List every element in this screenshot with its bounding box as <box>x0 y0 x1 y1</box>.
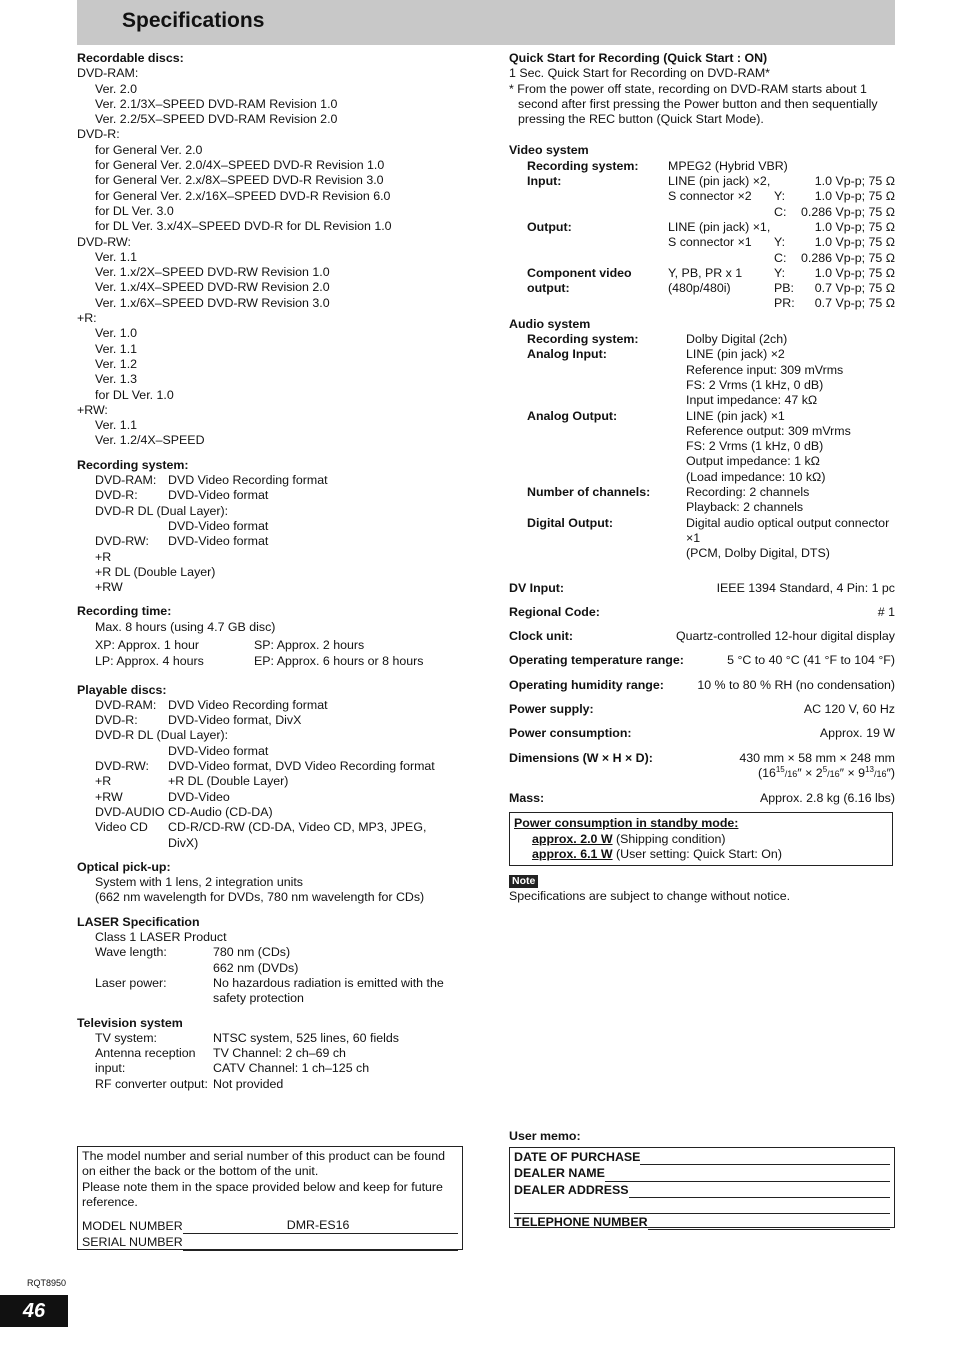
audio-row <box>527 393 895 408</box>
model-number-label: MODEL NUMBER <box>82 1219 183 1234</box>
laser-row <box>95 945 477 960</box>
memo-date-label: DATE OF PURCHASE <box>514 1150 641 1164</box>
spec-row <box>509 702 895 717</box>
recording-system-heading: Recording system: <box>77 457 189 472</box>
video-key: Input: <box>527 174 562 189</box>
disc-version: for DL Ver. 3.x/4X–SPEED DVD-R for DL Revision 1.0 <box>95 219 392 234</box>
spec-value: 10 % to 80 % RH (no condensation) <box>697 677 895 692</box>
recording-system-value: DVD-Video format <box>168 518 269 533</box>
playable-value: DVD-Video format, DVD Video Recording format <box>168 759 435 774</box>
playable-value: DVD-Video <box>168 789 230 804</box>
playable-value: DivX) <box>168 835 199 850</box>
mass-value: Approx. 2.8 kg (6.16 lbs) <box>760 791 895 806</box>
playable-value: DVD-Video format <box>168 743 269 758</box>
disc-version: for DL Ver. 3.0 <box>95 203 174 218</box>
audio-key: Recording system: <box>527 332 639 347</box>
playable-value: CD-Audio (CD-DA) <box>168 804 273 819</box>
audio-key <box>527 378 686 393</box>
laser-key: Wave length: <box>95 945 167 960</box>
audio-value: Reference input: 309 mVrms <box>686 362 844 377</box>
mode-lp: LP: Approx. 4 hours <box>95 654 204 669</box>
video-key <box>527 251 668 266</box>
spec-row <box>509 605 895 620</box>
spec-row <box>509 726 895 741</box>
recording-time-heading: Recording time: <box>77 604 172 619</box>
playable-row <box>95 774 477 789</box>
memo-telephone-label: TELEPHONE NUMBER <box>514 1214 648 1229</box>
video-level: 1.0 Vp-p; 75 Ω <box>814 219 895 234</box>
audio-value: Input impedance: 47 kΩ <box>686 393 818 408</box>
quick-start-note-2: second after first pressing the Power button and then sequentially <box>518 96 878 111</box>
model-serial-box <box>77 1146 463 1250</box>
recording-system-key: +R <box>95 549 112 564</box>
mode-xp: XP: Approx. 1 hour <box>95 637 200 652</box>
disc-version: for General Ver. 2.x/16X–SPEED DVD-R Revision 6.0 <box>95 188 391 203</box>
quick-start-note-1: * From the power off state, recording on DVD-RAM starts about 1 <box>509 81 867 96</box>
dimensions-value <box>739 751 895 783</box>
quick-start-heading: Quick Start for Recording (Quick Start : ON) <box>509 51 768 65</box>
laser-value: safety protection <box>213 991 304 1006</box>
video-level: 1.0 Vp-p; 75 Ω <box>814 174 895 189</box>
tv-row <box>95 1031 477 1046</box>
tv-list <box>77 1031 477 1092</box>
recording-system-key: DVD-RAM: <box>95 473 157 488</box>
audio-value: Digital audio optical output connector <box>686 515 890 530</box>
audio-key <box>527 393 686 408</box>
mass-row <box>509 791 895 806</box>
recordable-discs-heading: Recordable discs: <box>77 51 184 65</box>
laser-value: No hazardous radiation is emitted with the <box>213 975 444 990</box>
standby-heading: Power consumption in standby mode: <box>514 816 739 831</box>
video-key <box>527 235 668 250</box>
audio-row <box>527 347 895 362</box>
video-connector <box>668 251 774 266</box>
video-level: 0.286 Vp-p; 75 Ω <box>801 250 895 265</box>
serial-number-label: SERIAL NUMBER <box>82 1235 183 1250</box>
recording-system-key: +R DL (Double Layer) <box>95 564 216 579</box>
disc-version: Ver. 1.2 <box>95 356 138 371</box>
disc-version: Ver. 1.0 <box>95 326 138 341</box>
disc-type: +R: <box>77 311 97 326</box>
memo-dealer-address-field[interactable] <box>514 1183 890 1198</box>
spec-label: Operating temperature range: <box>509 653 684 668</box>
playable-discs-heading: Playable discs: <box>77 682 167 697</box>
tv-row <box>95 1061 477 1076</box>
playable-row <box>95 790 477 805</box>
tv-row <box>95 1077 477 1092</box>
audio-key: Number of channels: <box>527 485 651 500</box>
video-key: Output: <box>527 219 572 234</box>
audio-value: FS: 2 Vrms (1 kHz, 0 dB) <box>686 439 824 454</box>
user-memo-title: User memo: <box>509 1129 581 1143</box>
recording-time-max: Max. 8 hours (using 4.7 GB disc) <box>95 619 276 634</box>
optical-line-1: System with 1 lens, 2 integration units <box>95 875 303 890</box>
disc-version: Ver. 1.3 <box>95 372 138 387</box>
video-row <box>527 159 895 174</box>
video-signal: PB: <box>774 281 794 296</box>
disc-version: for General Ver. 2.x/8X–SPEED DVD-R Revision 3.0 <box>95 173 384 188</box>
playable-value: CD-R/CD-RW (CD-DA, Video CD, MP3, JPEG, <box>168 820 427 835</box>
playable-row <box>95 698 477 713</box>
spec-label: Operating humidity range: <box>509 677 664 692</box>
tv-value: NTSC system, 525 lines, 60 fields <box>213 1030 399 1045</box>
audio-key: Analog Input: <box>527 347 607 362</box>
playable-key: DVD-R DL (Dual Layer): <box>95 728 229 743</box>
recording-system-value: DVD-Video format <box>168 534 269 549</box>
video-connector: MPEG2 (Hybrid VBR) <box>668 158 788 173</box>
audio-value: FS: 2 Vrms (1 kHz, 0 dB) <box>686 377 824 392</box>
audio-row <box>527 454 895 469</box>
spec-value: # 1 <box>877 604 895 619</box>
model-number-field[interactable] <box>82 1219 458 1234</box>
disc-type: DVD-R: <box>77 127 120 142</box>
tv-key: RF converter output: <box>95 1076 208 1091</box>
audio-key <box>527 470 686 485</box>
audio-row <box>527 546 895 561</box>
video-connector: S connector ×1 <box>668 235 752 250</box>
disc-version: for General Ver. 2.0/4X–SPEED DVD-R Revision 1.0 <box>95 158 385 173</box>
spec-value: Approx. 19 W <box>819 726 895 741</box>
video-connector: LINE (pin jack) ×2, <box>668 174 771 189</box>
disc-version: Ver. 2.0 <box>95 81 138 96</box>
audio-key <box>527 531 686 546</box>
video-row <box>527 220 895 235</box>
quick-start-line: 1 Sec. Quick Start for Recording on DVD-RAM* <box>509 66 770 81</box>
audio-value: (PCM, Dolby Digital, DTS) <box>686 546 830 561</box>
memo-address-line-2[interactable] <box>514 1199 890 1214</box>
laser-key <box>95 991 213 1006</box>
video-row <box>527 205 895 220</box>
laser-row <box>95 976 477 991</box>
disc-version: Ver. 2.2/5X–SPEED DVD-RAM Revision 2.0 <box>95 112 338 127</box>
recording-system-row <box>95 534 477 549</box>
tv-key: Antenna reception <box>95 1046 196 1061</box>
dimensions-label: Dimensions (W × H × D): <box>509 750 653 765</box>
disc-type: +RW: <box>77 402 108 417</box>
laser-value: 662 nm (DVDs) <box>213 960 299 975</box>
video-signal <box>774 174 798 189</box>
video-level: 1.0 Vp-p; 75 Ω <box>814 265 895 280</box>
spec-label: Power consumption: <box>509 726 632 741</box>
video-level: 0.7 Vp-p; 75 Ω <box>814 281 895 296</box>
audio-key: Analog Output: <box>527 408 618 423</box>
video-level: 1.0 Vp-p; 75 Ω <box>814 235 895 250</box>
audio-row <box>527 439 895 454</box>
playable-row <box>95 805 477 820</box>
standby-line-2: approx. 6.1 W (User setting: Quick Start: On) <box>532 847 782 862</box>
recording-system-key: DVD-R DL (Dual Layer): <box>95 503 229 518</box>
playable-row <box>95 744 477 759</box>
video-key <box>527 189 668 204</box>
recording-system-row <box>95 473 477 488</box>
video-row <box>527 174 895 189</box>
audio-value: Reference output: 309 mVrms <box>686 423 851 438</box>
playable-key: +RW <box>95 789 123 804</box>
recording-system-row <box>95 519 477 534</box>
spec-row <box>509 653 895 668</box>
playable-row <box>95 713 477 728</box>
recording-system-row <box>95 565 477 580</box>
dimensions-metric: 430 mm × 58 mm × 248 mm <box>739 750 895 765</box>
playable-row <box>95 836 477 851</box>
general-specs <box>509 581 895 742</box>
tv-value: Not provided <box>213 1076 284 1091</box>
video-connector: Y, PB, PR x 1 <box>668 265 743 280</box>
disc-version: Ver. 2.1/3X–SPEED DVD-RAM Revision 1.0 <box>95 96 338 111</box>
audio-row <box>527 485 895 500</box>
laser-list <box>77 945 477 1006</box>
optical-pickup-heading: Optical pick-up: <box>77 859 171 874</box>
laser-row <box>95 961 477 976</box>
audio-value: LINE (pin jack) ×2 <box>686 347 785 362</box>
model-number-value: DMR-ES16 <box>286 1218 350 1233</box>
model-text-4: reference. <box>82 1194 138 1209</box>
mode-ep: EP: Approx. 6 hours or 8 hours <box>254 654 424 669</box>
right-column <box>509 51 895 904</box>
video-key: Recording system: <box>527 158 639 173</box>
tv-key: TV system: <box>95 1030 157 1045</box>
audio-value: LINE (pin jack) ×1 <box>686 408 785 423</box>
recording-system-key: DVD-R: <box>95 488 138 503</box>
video-key <box>527 296 668 311</box>
playable-key: DVD-R: <box>95 713 138 728</box>
disc-version: for General Ver. 2.0 <box>95 142 203 157</box>
spec-row <box>509 678 895 693</box>
spec-label: DV Input: <box>509 580 565 595</box>
mass-label: Mass: <box>509 791 545 806</box>
disc-version: for DL Ver. 1.0 <box>95 387 174 402</box>
disc-version: Ver. 1.x/6X–SPEED DVD-RW Revision 3.0 <box>95 295 330 310</box>
recording-system-key: +RW <box>95 580 123 595</box>
video-signal: Y: <box>774 265 786 280</box>
mode-sp: SP: Approx. 2 hours <box>254 637 365 652</box>
audio-row <box>527 409 895 424</box>
memo-dealer-address-label: DEALER ADDRESS <box>514 1182 629 1197</box>
audio-row <box>527 470 895 485</box>
tv-heading: Television system <box>77 1015 183 1030</box>
recording-system-row <box>95 488 477 503</box>
laser-row <box>95 991 477 1006</box>
disc-type: DVD-RW: <box>77 234 131 249</box>
video-row <box>527 266 895 281</box>
video-row <box>527 251 895 266</box>
video-row <box>527 189 895 204</box>
laser-value: 780 nm (CDs) <box>213 945 291 960</box>
standby-box <box>509 812 893 866</box>
spec-label: Regional Code: <box>509 604 600 619</box>
dimensions-imperial: $(16^{15}/16'' \times 2^5/16'' \times 9^{13}/16'')$ <box>757 764 895 780</box>
video-level: 1.0 Vp-p; 75 Ω <box>814 189 895 204</box>
video-system-table <box>509 159 895 312</box>
playable-key <box>95 836 168 851</box>
recordable-discs-list <box>77 66 477 448</box>
model-text-3: Please note them in the space provided below and keep for future <box>82 1179 443 1194</box>
audio-row <box>527 363 895 378</box>
audio-value: Playback: 2 channels <box>686 500 804 515</box>
audio-value: Dolby Digital (2ch) <box>686 332 788 347</box>
video-signal: Y: <box>774 189 786 204</box>
audio-row <box>527 378 895 393</box>
tv-row <box>95 1046 477 1061</box>
recording-system-key: DVD-RW: <box>95 534 149 549</box>
video-key: output: <box>527 281 570 296</box>
video-connector: S connector ×2 <box>668 189 752 204</box>
disc-version: Ver. 1.1 <box>95 341 138 356</box>
dimensions-row <box>509 751 895 783</box>
audio-row <box>527 516 895 531</box>
memo-telephone-field[interactable] <box>514 1215 890 1230</box>
laser-key <box>95 961 213 976</box>
audio-value: Output impedance: 1 kΩ <box>686 454 820 469</box>
spec-value: Quartz-controlled 12-hour digital display <box>675 629 895 644</box>
audio-row <box>527 531 895 546</box>
page-header <box>77 0 895 45</box>
audio-key <box>527 500 686 515</box>
recording-system-value: DVD-Video format <box>168 488 269 503</box>
audio-key <box>527 424 686 439</box>
spec-label: Power supply: <box>509 701 594 716</box>
document-code: RQT8950 <box>27 1278 67 1288</box>
video-level: 0.7 Vp-p; 75 Ω <box>814 296 895 311</box>
audio-key <box>527 546 686 561</box>
playable-key: DVD-RAM: <box>95 697 157 712</box>
spec-label: Clock unit: <box>509 629 574 644</box>
spec-row <box>509 629 895 644</box>
disc-version: Ver. 1.x/4X–SPEED DVD-RW Revision 2.0 <box>95 280 330 295</box>
disc-type: DVD-RAM: <box>77 66 139 81</box>
model-text-1: The model number and serial number of this product can be found <box>82 1149 445 1163</box>
page-number: 46 <box>0 1295 68 1327</box>
note-text: Specifications are subject to change without notice. <box>509 888 791 903</box>
playable-key <box>95 744 168 759</box>
recording-modes <box>77 638 477 670</box>
playable-row <box>95 728 477 743</box>
video-connector <box>668 205 774 220</box>
laser-class: Class 1 LASER Product <box>95 930 227 945</box>
disc-version: Ver. 1.x/2X–SPEED DVD-RW Revision 1.0 <box>95 265 330 280</box>
audio-row <box>527 500 895 515</box>
note-badge: Note <box>509 875 538 888</box>
quick-start-note-3: pressing the REC button (Quick Start Mode). <box>518 112 764 127</box>
disc-version: Ver. 1.1 <box>95 418 138 433</box>
audio-system-heading: Audio system <box>509 316 591 331</box>
tv-value: CATV Channel: 1 ch–125 ch <box>213 1061 370 1076</box>
audio-system-table <box>509 332 895 561</box>
video-row <box>527 235 895 250</box>
video-level: 0.286 Vp-p; 75 Ω <box>801 204 895 219</box>
serial-number-field[interactable] <box>82 1235 458 1250</box>
recording-system-value: DVD Video Recording format <box>168 473 328 488</box>
video-key: Component video <box>527 265 632 280</box>
video-key <box>527 205 668 220</box>
video-connector: LINE (pin jack) ×1, <box>668 219 771 234</box>
left-column <box>77 51 477 1092</box>
disc-version: Ver. 1.2/4X–SPEED <box>95 433 205 448</box>
playable-key: Video CD <box>95 820 148 835</box>
audio-value: ×1 <box>686 530 701 545</box>
video-signal: C: <box>774 204 787 219</box>
playable-key: DVD-AUDIO <box>95 804 165 819</box>
recording-system-row <box>95 580 477 595</box>
tv-key: input: <box>95 1061 126 1076</box>
playable-row <box>95 820 477 835</box>
audio-value: Recording: 2 channels <box>686 485 810 500</box>
spec-value: AC 120 V, 60 Hz <box>803 701 895 716</box>
memo-dealer-name-label: DEALER NAME <box>514 1166 605 1181</box>
playable-value: DVD-Video format, DivX <box>168 713 302 728</box>
playable-row <box>95 759 477 774</box>
video-connector <box>668 296 774 311</box>
playable-key: +R <box>95 774 112 789</box>
video-row <box>527 296 895 311</box>
laser-key: Laser power: <box>95 975 167 990</box>
user-memo-box <box>509 1147 895 1228</box>
audio-key <box>527 363 686 378</box>
standby-line-1: approx. 2.0 W (Shipping condition) <box>532 831 726 846</box>
recording-system-row <box>95 550 477 565</box>
spec-row <box>509 581 895 596</box>
video-connector: (480p/480i) <box>668 281 731 296</box>
optical-line-2: (662 nm wavelength for DVDs, 780 nm wavelength for CDs) <box>95 890 425 905</box>
laser-heading: LASER Specification <box>77 914 200 929</box>
video-system-heading: Video system <box>509 143 589 158</box>
recording-system-key <box>95 519 168 534</box>
memo-dealer-name-field[interactable] <box>514 1166 890 1181</box>
audio-key: Digital Output: <box>527 515 614 530</box>
tv-value: TV Channel: 2 ch–69 ch <box>213 1046 346 1061</box>
audio-row <box>527 332 895 347</box>
playable-value: DVD Video Recording format <box>168 697 328 712</box>
recording-system-row <box>95 504 477 519</box>
spec-value: 5 °C to 40 °C (41 °F to 104 °F) <box>727 653 895 668</box>
audio-value: (Load impedance: 10 kΩ) <box>686 469 826 484</box>
playable-value: +R DL (Double Layer) <box>168 774 289 789</box>
page-title: Specifications <box>122 9 265 32</box>
model-text-2: on either the back or the bottom of the unit. <box>82 1164 319 1179</box>
video-signal <box>774 220 798 235</box>
video-signal: C: <box>774 250 787 265</box>
playable-discs-list <box>77 698 477 851</box>
spec-value: IEEE 1394 Standard, 4 Pin: 1 pc <box>716 580 895 595</box>
audio-key <box>527 439 686 454</box>
memo-date-field[interactable] <box>514 1150 890 1165</box>
playable-key: DVD-RW: <box>95 759 149 774</box>
video-signal: PR: <box>774 296 795 311</box>
recording-system-list <box>77 473 477 595</box>
disc-version: Ver. 1.1 <box>95 249 138 264</box>
video-signal: Y: <box>774 235 786 250</box>
video-row <box>527 281 895 296</box>
audio-key <box>527 454 686 469</box>
audio-row <box>527 424 895 439</box>
